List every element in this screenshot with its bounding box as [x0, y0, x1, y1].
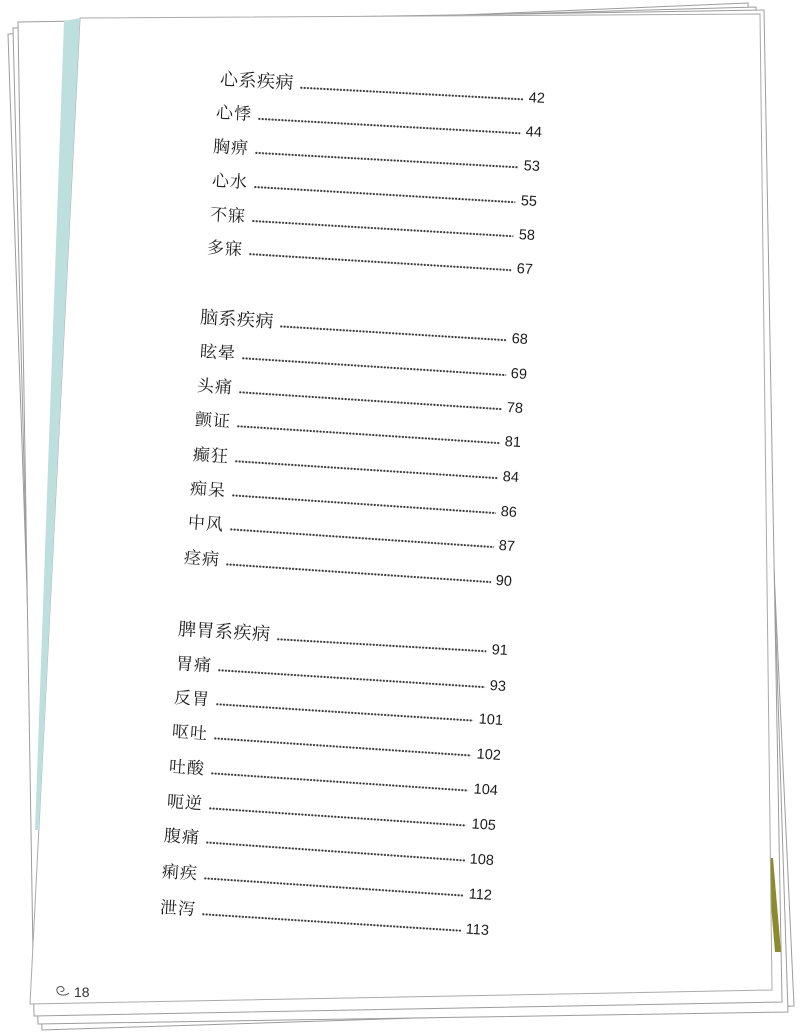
- toc-entry: [171, 721, 501, 765]
- dot-leader: [242, 356, 506, 376]
- dot-leader: [300, 86, 524, 101]
- toc-entry-title: 心悸: [215, 103, 253, 125]
- toc-entry-page: 53: [523, 158, 541, 175]
- toc-entry-title: 胸痹: [212, 137, 250, 159]
- toc-entry-page: 113: [465, 921, 490, 939]
- toc-entry-page: 112: [468, 886, 493, 904]
- dot-leader: [249, 252, 512, 271]
- toc-entry-title: 眩晕: [199, 342, 237, 365]
- toc-section-title: 脾胃系疾病: [177, 619, 271, 646]
- toc-entry-title: 痢疾: [161, 862, 199, 885]
- toc-entry-title: 腹痛: [163, 826, 201, 849]
- toc-entry-page: 55: [520, 193, 538, 211]
- toc-section-heading: [177, 619, 508, 660]
- toc-section-title: 心系疾病: [219, 69, 295, 94]
- dot-leader: [237, 424, 500, 444]
- toc-entry-page: 81: [504, 433, 522, 452]
- toc-entry: [206, 237, 533, 279]
- dot-leader: [209, 806, 467, 826]
- dot-leader: [235, 459, 498, 479]
- dot-leader: [252, 219, 514, 237]
- toc-entry-page: 101: [478, 711, 504, 729]
- toc-entry-title: 颤证: [194, 410, 232, 433]
- toc-section-page: 68: [511, 331, 529, 348]
- toc-entry: [161, 861, 492, 905]
- dot-leader: [255, 151, 519, 169]
- toc-section-page: 91: [491, 642, 509, 660]
- toc-entry-page: 44: [525, 124, 543, 141]
- dot-leader: [232, 493, 496, 514]
- toc-entry-page: 102: [476, 746, 502, 764]
- toc-entry-page: 86: [500, 503, 518, 521]
- toc-section-heading: [219, 69, 545, 108]
- toc-entry-page: 104: [473, 781, 499, 799]
- toc-entry-title: 头痛: [196, 376, 234, 399]
- dot-leader: [202, 912, 461, 932]
- toc-entry-title: 泄泻: [159, 898, 197, 921]
- toc-entry-page: 84: [502, 468, 520, 487]
- page-number: 18: [74, 984, 90, 997]
- toc-entry: [215, 102, 542, 142]
- dot-leader: [211, 771, 469, 791]
- toc-entry-title: 胃痛: [175, 654, 213, 677]
- toc-entry-page: 90: [495, 572, 513, 590]
- toc-entry-title: 多寐: [206, 238, 244, 261]
- toc-entry-title: 痴呆: [189, 479, 227, 502]
- dot-leader: [276, 637, 487, 652]
- dot-leader: [258, 117, 521, 135]
- dot-leader: [239, 390, 502, 410]
- swirl-ornament-icon: [54, 983, 72, 997]
- toc-entry-title: 心水: [211, 171, 249, 194]
- toc-entry: [163, 825, 495, 870]
- toc-entry-page: 67: [516, 261, 534, 278]
- toc-entry-title: 中风: [187, 513, 225, 536]
- toc-entry-page: 105: [471, 816, 497, 834]
- toc-entry-page: 93: [489, 677, 507, 695]
- toc-entry-title: 呕吐: [171, 722, 209, 745]
- toc-entry-page: 78: [506, 399, 524, 418]
- toc-entry: [211, 170, 537, 211]
- toc-entry-page: 108: [469, 851, 495, 869]
- toc-section-title: 脑系疾病: [199, 307, 275, 333]
- dot-leader: [206, 840, 465, 861]
- toc-entry-title: 吐酸: [168, 757, 206, 780]
- dot-leader: [216, 702, 474, 721]
- toc-entry-title: 癫狂: [192, 445, 230, 468]
- toc-entry-title: 反胃: [173, 688, 211, 711]
- toc-section-heading: [199, 307, 528, 349]
- dot-leader: [204, 876, 464, 896]
- toc-entry-page: 58: [518, 227, 536, 245]
- toc-entry: [212, 136, 540, 176]
- toc-section-page: 42: [528, 90, 546, 107]
- dot-leader: [218, 668, 485, 688]
- toc-entry-title: 呃逆: [166, 792, 204, 815]
- dot-leader: [230, 527, 494, 548]
- toc-entry-title: 痉病: [183, 548, 221, 571]
- toc-entry-title: 不寐: [209, 205, 247, 228]
- toc-entry: [194, 409, 521, 452]
- page-folio: [52, 982, 112, 997]
- toc-entry-page: 69: [510, 365, 528, 383]
- toc-entry-page: 87: [498, 537, 516, 555]
- toc-entry: [209, 204, 535, 245]
- dot-leader: [254, 185, 516, 203]
- dot-leader: [280, 324, 507, 341]
- toc-entry: [183, 547, 512, 591]
- dot-leader: [226, 562, 491, 583]
- toc-entry: [159, 897, 489, 940]
- dot-leader: [214, 736, 472, 756]
